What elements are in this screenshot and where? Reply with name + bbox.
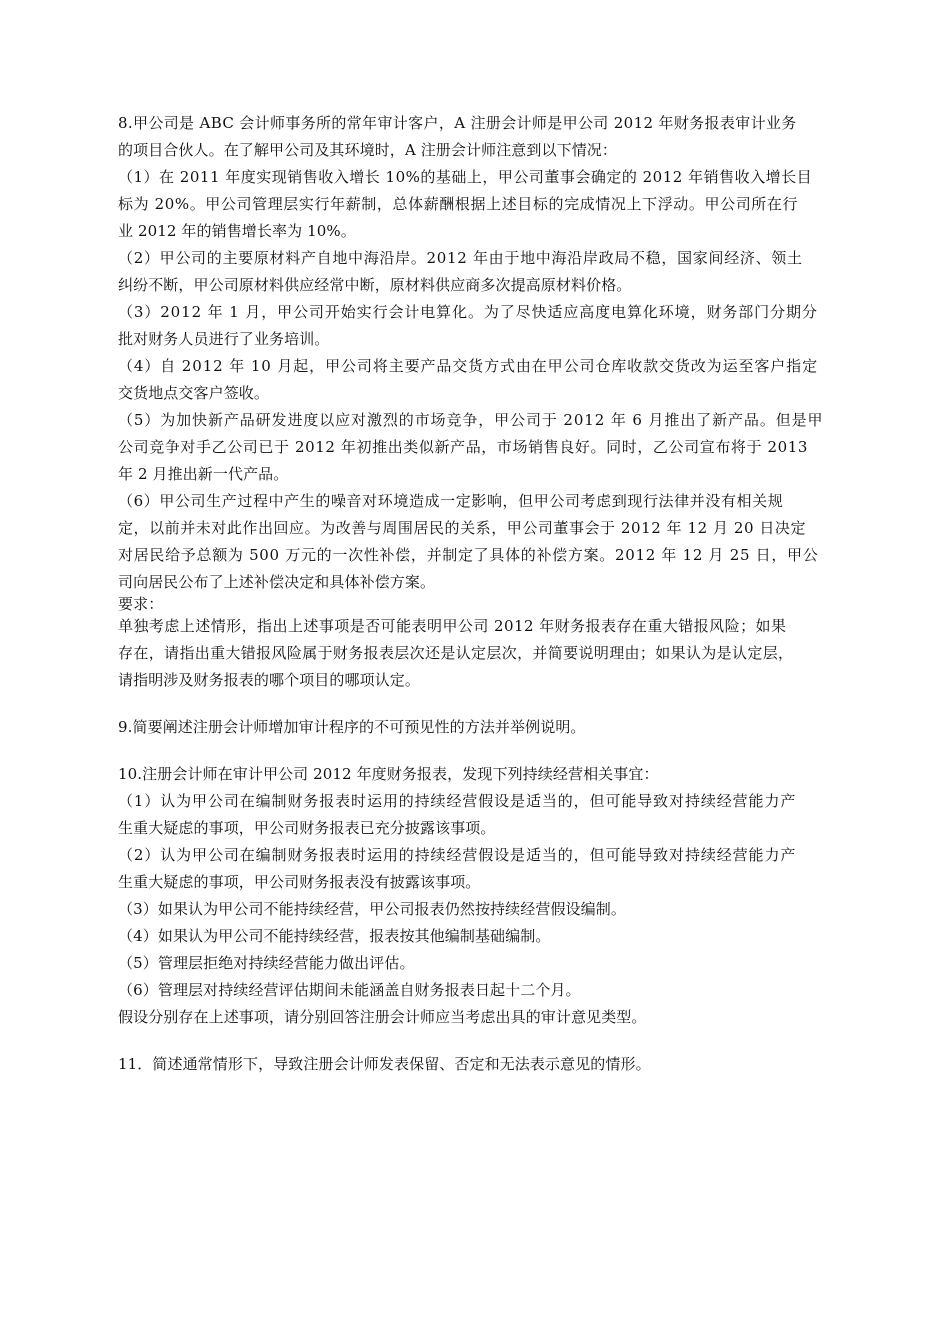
q10-requirement: 假设分别存在上述事项，请分别回答注册会计师应当考虑出具的审计意见类型。: [118, 1008, 647, 1026]
q10-item-5: （5）管理层拒绝对持续经营能力做出评估。: [118, 954, 415, 972]
q8-item-4: [118, 355, 832, 404]
q8-requirement-label: 要求：: [118, 595, 164, 613]
q10-item-1: [118, 790, 832, 839]
question-8: [118, 112, 832, 691]
q8-item-line: 纠纷不断，甲公司原材料供应经常中断，原材料供应商多次提高原材料价格。: [118, 276, 632, 294]
q8-item-3: [118, 301, 832, 350]
q8-item-6: [118, 490, 832, 593]
q10-item-4: （4）如果认为甲公司不能持续经营，报表按其他编制基础编制。: [118, 927, 551, 945]
q8-intro-line: 的项目合伙人。在了解甲公司及其环境时，A 注册会计师注意到以下情况：: [118, 141, 618, 159]
q8-intro-line: 8.甲公司是 ABC 会计师事务所的常年审计客户，A 注册会计师是甲公司 2012 年财务报表审计业务: [118, 114, 797, 132]
q8-item-line: 公司竞争对手乙公司已于 2012 年初推出类似新产品，市场销售良好。同时，乙公司宣布将于 2013: [118, 438, 809, 456]
q8-item-line: 业 2012 年的销售增长率为 10%。: [118, 222, 356, 240]
q10-item-line: （1）认为甲公司在编制财务报表时运用的持续经营假设是适当的，但可能导致对持续经营能力产: [118, 792, 797, 810]
question-10: [118, 763, 832, 1028]
document-page: [118, 112, 832, 1075]
q8-item-line: （6）甲公司生产过程中产生的噪音对环境造成一定影响，但甲公司考虑到现行法律并没有相关规: [118, 492, 784, 510]
q8-item-line: 定，以前并未对此作出回应。为改善与周围居民的关系，甲公司董事会于 2012 年 12 月 20 日决定: [118, 519, 807, 537]
q8-requirement-line: 请指明涉及财务报表的哪个项目的哪项认定。: [118, 671, 421, 689]
q8-item-line: 年 2 月推出新一代产品。: [118, 465, 289, 483]
q8-item-line: （5）为加快新产品研发进度以应对激烈的市场竞争，甲公司于 2012 年 6 月推出了新产品。但是甲: [118, 411, 824, 429]
q8-item-line: 批对财务人员进行了业务培训。: [118, 330, 330, 348]
q10-item-line: 生重大疑虑的事项，甲公司财务报表没有披露该事项。: [118, 873, 481, 891]
q10-item-line: 生重大疑虑的事项，甲公司财务报表已充分披露该事项。: [118, 819, 496, 837]
q8-item-2: [118, 247, 832, 296]
q8-item-line: 交货地点交客户签收。: [118, 384, 270, 402]
q8-item-line: （1）在 2011 年度实现销售收入增长 10%的基础上，甲公司董事会确定的 2012 年销售收入增长目: [118, 168, 813, 186]
q8-item-line: （2）甲公司的主要原材料产自地中海沿岸。2012 年由于地中海沿岸政局不稳，国家间经济、领土: [118, 249, 803, 267]
q8-item-line: （4）自 2012 年 10 月起，甲公司将主要产品交货方式由在甲公司仓库收款交货改为运至客户指定: [118, 357, 818, 375]
q8-item-line: 对居民给予总额为 500 万元的一次性补偿，并制定了具体的补偿方案。2012 年 12 月 25 日，甲公: [118, 546, 819, 564]
q10-item-2: [118, 844, 832, 893]
q10-intro: 10.注册会计师在审计甲公司 2012 年度财务报表，发现下列持续经营相关事宜：: [118, 765, 659, 783]
q10-item-line: （2）认为甲公司在编制财务报表时运用的持续经营假设是适当的，但可能导致对持续经营能力产: [118, 846, 797, 864]
question-9: 9.简要阐述注册会计师增加审计程序的不可预见性的方法并举例说明。: [118, 718, 586, 736]
q8-requirement-line: 存在，请指出重大错报风险属于财务报表层次还是认定层次，并简要说明理由；如果认为是认定层，: [118, 644, 794, 662]
q8-requirement: [118, 615, 832, 691]
q10-item-3: （3）如果认为甲公司不能持续经营，甲公司报表仍然按持续经营假设编制。: [118, 900, 626, 918]
q8-item-line: （3）2012 年 1 月，甲公司开始实行会计电算化。为了尽快适应高度电算化环境，财务部门分期分: [118, 303, 818, 321]
question-11: 11．简述通常情形下，导致注册会计师发表保留、否定和无法表示意见的情形。: [118, 1055, 651, 1073]
q8-item-1: [118, 166, 832, 242]
q8-item-5: [118, 409, 832, 485]
q8-item-line: 标为 20%。甲公司管理层实行年薪制，总体薪酬根据上述目标的完成情况上下浮动。甲公司所在行: [118, 195, 799, 213]
q8-item-line: 司向居民公布了上述补偿决定和具体补偿方案。: [118, 573, 436, 591]
q10-item-6: （6）管理层对持续经营评估期间未能涵盖自财务报表日起十二个月。: [118, 981, 581, 999]
q8-requirement-line: 单独考虑上述情形，指出上述事项是否可能表明甲公司 2012 年财务报表存在重大错报风险；如果: [118, 617, 787, 635]
